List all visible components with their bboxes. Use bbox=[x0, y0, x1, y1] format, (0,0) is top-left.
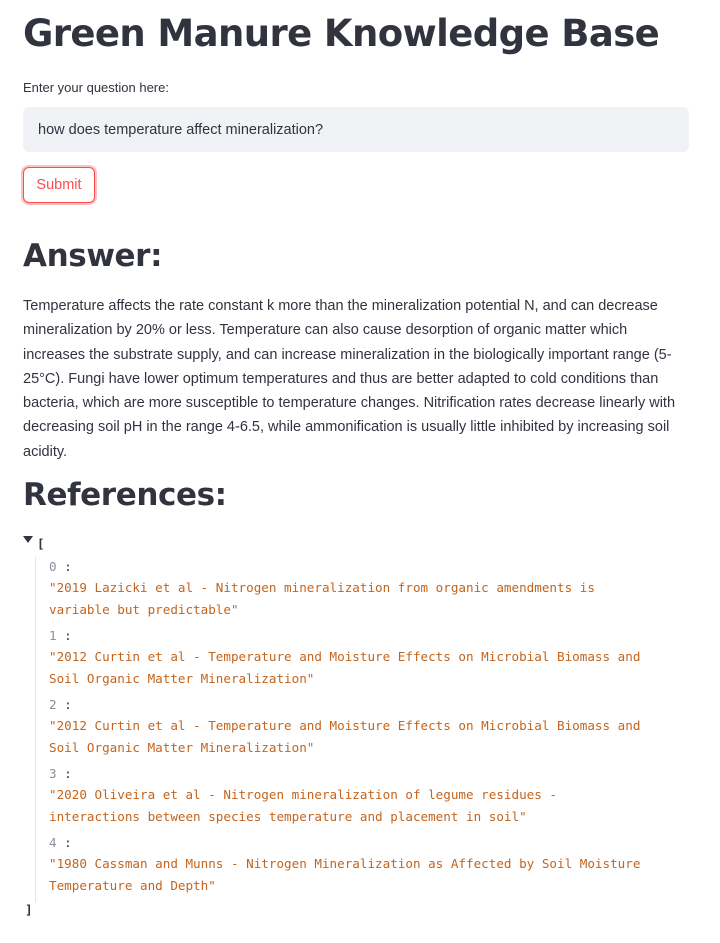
list-item bbox=[49, 764, 689, 827]
json-string-value: "2012 Curtin et al - Temperature and Moisture Effects on Microbial Biomass and Soil Organic Matter Mineralization" bbox=[49, 649, 641, 686]
json-index: 0 bbox=[49, 559, 57, 574]
json-index: 4 bbox=[49, 835, 57, 850]
list-item bbox=[49, 557, 689, 620]
list-item bbox=[49, 833, 689, 896]
json-string-value: "1980 Cassman and Munns - Nitrogen Mineralization as Affected by Soil Moisture Temperature and Depth" bbox=[49, 856, 641, 893]
json-index: 2 bbox=[49, 697, 57, 712]
json-string-value: "2012 Curtin et al - Temperature and Moisture Effects on Microbial Biomass and Soil Organic Matter Mineralization" bbox=[49, 718, 641, 755]
json-string-value: "2019 Lazicki et al - Nitrogen mineralization from organic amendments is variable but predictable" bbox=[49, 580, 595, 617]
json-key: 4 : bbox=[49, 835, 72, 850]
submit-button[interactable]: Submit bbox=[23, 167, 95, 203]
list-item bbox=[49, 626, 689, 689]
json-key: 0 : bbox=[49, 559, 72, 574]
json-index: 3 bbox=[49, 766, 57, 781]
json-key: 1 : bbox=[49, 628, 72, 643]
caret-down-icon[interactable] bbox=[23, 535, 33, 545]
json-key: 3 : bbox=[49, 766, 72, 781]
json-open-bracket: [ bbox=[37, 536, 45, 551]
question-input[interactable] bbox=[23, 107, 689, 152]
page-title: Green Manure Knowledge Base bbox=[23, 12, 660, 55]
json-string-value: "2020 Oliveira et al - Nitrogen mineralization of legume residues - interactions between species temperature and placement in soil" bbox=[49, 787, 557, 824]
references-heading: References: bbox=[23, 477, 227, 513]
answer-heading: Answer: bbox=[23, 238, 163, 274]
json-key: 2 : bbox=[49, 697, 72, 712]
question-label: Enter your question here: bbox=[23, 80, 169, 95]
answer-text: Temperature affects the rate constant k more than the mineralization potential N, and can decrease mineralization by 20% or less. Temperature can also cause desorption of organic matter which increases the substrate supply, and can increase mineralization in the biologically important range (5-25°C). Fungi have lower optimum temperatures and thus are better adapted to cold conditions than bacteria, which are more susceptible to temperature changes. Nitrification rates decrease linearly with decreasing soil pH in the range 4-6.5, while ammonification is usually little inhibited by increasing soil acidity. bbox=[23, 298, 676, 460]
json-index: 1 bbox=[49, 628, 57, 643]
list-item bbox=[49, 695, 689, 758]
json-items-list bbox=[35, 557, 689, 902]
json-close-bracket: ] bbox=[25, 902, 33, 917]
